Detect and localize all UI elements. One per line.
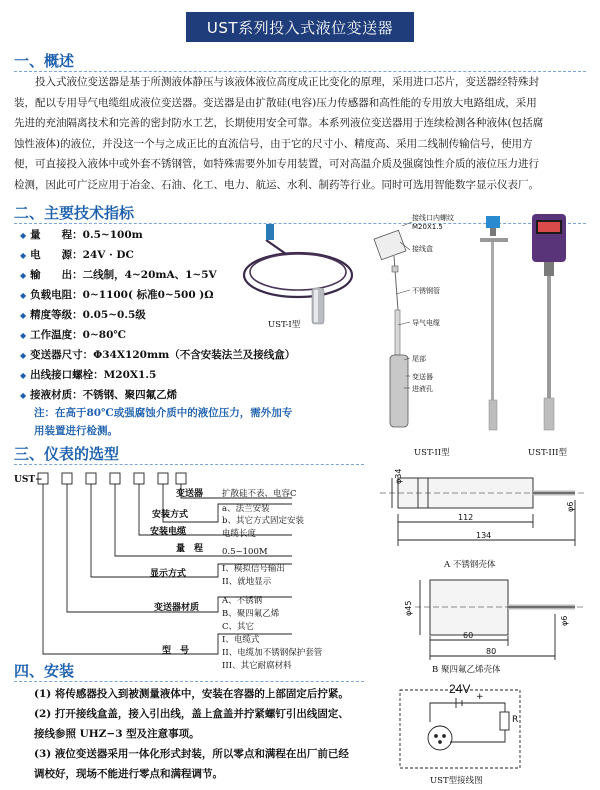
spec-item: ◆ 变送器尺寸：Φ34X120mm（不含安装法兰及接线盒） xyxy=(20,349,296,361)
dim-b-length2: 80 xyxy=(486,647,497,656)
section-selection-heading: 三、仪表的选型 xyxy=(14,445,120,463)
dim-b-diameter: φ45 xyxy=(404,600,413,616)
bullet-icon: ◆ xyxy=(20,290,27,300)
page-title: UST系列投入式液位变送器 xyxy=(186,12,414,42)
sel-label-model: 型 号 xyxy=(162,646,190,656)
sel-option: A、不锈钢 xyxy=(222,596,263,606)
wiring-plus: + xyxy=(476,692,484,702)
sel-option: B、聚四氟乙烯 xyxy=(222,609,280,619)
spec-item: ◆ 量 程：0.5~100m xyxy=(20,229,143,241)
sel-label-material: 变送器材质 xyxy=(154,603,200,613)
overview-line: 先进的充油隔离技术和完善的密封防水工艺，长期使用安全可靠。本系列液位变送器用于连续检测各种液体(包括腐 xyxy=(14,117,544,129)
dim-a-diameter: φ34 xyxy=(394,468,403,484)
spec-item: ◆ 工作温度：0~80℃ xyxy=(20,329,126,341)
overview-line: 装，配以专用导气电缆组成液位变送器。变送器是由扩散硅(电容)压力传感器和高性能的专用放大电路组成，采用 xyxy=(14,96,537,109)
bullet-icon: ◆ xyxy=(20,250,27,260)
bullet-icon: ◆ xyxy=(20,330,27,340)
dim-b-caption: B 聚四氟乙烯壳体 xyxy=(432,665,501,675)
section-specs-heading: 二、主要技术指标 xyxy=(14,204,135,222)
sel-label-display: 显示方式 xyxy=(150,569,187,579)
sel-option: 扩散硅不表、电容C xyxy=(222,489,297,499)
overview-line: 检测，因此可广泛应用于冶金、石油、化工、电力、航运、水利、制药等行业。同时可选用智能数字显示仪表厂。 xyxy=(14,178,539,191)
wiring-voltage: 24V xyxy=(449,682,471,696)
callout-cable: 导气电缆 xyxy=(412,319,440,327)
sel-label-cable: 安装电缆 xyxy=(150,527,187,537)
sel-option: II、就地显示 xyxy=(222,577,272,587)
dim-b-cable: φ6 xyxy=(560,615,569,626)
spec-item: ◆ 出线接口螺栓：M20X1.5 xyxy=(20,369,157,381)
callout-steel-tube: 不锈钢管 xyxy=(412,287,440,295)
install-steps: (1) 将传感器投入到被测量液体中，安装在容器的上部固定后拧紧。 (2) 打开接线盒盖，接入引出线，盖上盒盖并拧紧螺钉引出线固定、 接线参照 UHZ−3 型及注意事项。 (3) 液位变送器采用一体化形式封装，所以零点和满程在出厂前已经 调校好，现场不能进行零点和满程调节。 xyxy=(34,688,349,780)
sel-option: I、模拟信号输出 xyxy=(222,564,285,574)
section-overview-heading: 一、概述 xyxy=(14,52,75,70)
sel-option: III、其它耐腐材料 xyxy=(222,661,292,671)
ust3-caption: UST-III型 xyxy=(528,448,568,458)
sel-label-transmitter: 变送器 xyxy=(176,489,204,499)
bullet-icon: ◆ xyxy=(20,350,27,360)
sel-option: 0.5~100M xyxy=(222,547,268,557)
sel-option: II、电缆加不锈钢保护套管 xyxy=(222,648,323,658)
sel-option: a、法兰安装 xyxy=(222,504,270,514)
bullet-icon: ◆ xyxy=(20,370,27,380)
bullet-icon: ◆ xyxy=(20,230,27,240)
sel-label-mounting: 安装方式 xyxy=(152,510,189,520)
spec-item: ◆ 接液材质：不锈钢、聚四氟乙烯 xyxy=(20,389,178,401)
spec-item: ◆ 电 源：24V · DC xyxy=(20,249,134,261)
model-prefix: UST− xyxy=(14,475,43,485)
overview-line: 便，可直接投入液体中或外套不锈钢管，如特殊需要外加专用装置，可对高温介质及强腐蚀性介质的液位压力进行 xyxy=(14,158,539,170)
ust1-caption: UST-I型 xyxy=(268,320,301,330)
sel-option: I、电缆式 xyxy=(222,635,260,645)
overview-line: 蚀性液体)的液位，并没这一个与之成正比的直流信号，由于它的尺寸小、精度高、采用二线制传输信号，使用方 xyxy=(14,137,533,150)
spec-note: 注：在高于80℃或强腐蚀介质中的液位压力，需外加专 用装置进行检测。 xyxy=(34,407,293,437)
dim-b-length1: 60 xyxy=(463,631,474,640)
bullet-icon: ◆ xyxy=(20,310,27,320)
dim-a-cable: φ6 xyxy=(566,501,575,512)
callout-junction-box: 接线盒 xyxy=(412,245,433,253)
sel-label-range: 量 程 xyxy=(176,544,204,554)
dim-a-length2: 134 xyxy=(476,531,492,540)
spec-item: ◆ 负载电阻：0~1100( 标准0~500 )Ω xyxy=(20,289,214,301)
callout-thread-size: M20X1.5 xyxy=(412,223,443,231)
spec-item: ◆ 输 出：二线制，4~20mA、1~5V xyxy=(20,269,217,281)
callout-tail: 尾部 xyxy=(412,355,426,363)
bullet-icon: ◆ xyxy=(20,390,27,400)
sel-option: b、其它方式固定安装 xyxy=(222,516,304,526)
callout-thread: 接线口内螺纹 xyxy=(412,214,454,222)
wiring-caption: UST型接线图 xyxy=(430,776,483,786)
callout-transmitter: 变送器 xyxy=(412,373,433,381)
sel-option: C、其它 xyxy=(222,622,255,632)
wiring-resistor: R xyxy=(512,715,519,725)
section-install-heading: 四、安装 xyxy=(14,662,75,680)
dim-a-length1: 112 xyxy=(458,513,474,522)
sel-option: 电缆长度 xyxy=(222,529,257,539)
ust2-caption: UST-II型 xyxy=(414,448,450,458)
dim-a-caption: A 不锈钢壳体 xyxy=(444,560,496,570)
callout-inlet: 进液孔 xyxy=(412,385,433,393)
spec-item: ◆ 精度等级：0.05~0.5级 xyxy=(20,309,146,321)
overview-line: 投入式液位变送器是基于所测液体静压与该液体液位高度成正比变化的原理，采用进口芯片，变送器经特殊封 xyxy=(14,76,539,88)
bullet-icon: ◆ xyxy=(20,270,27,280)
